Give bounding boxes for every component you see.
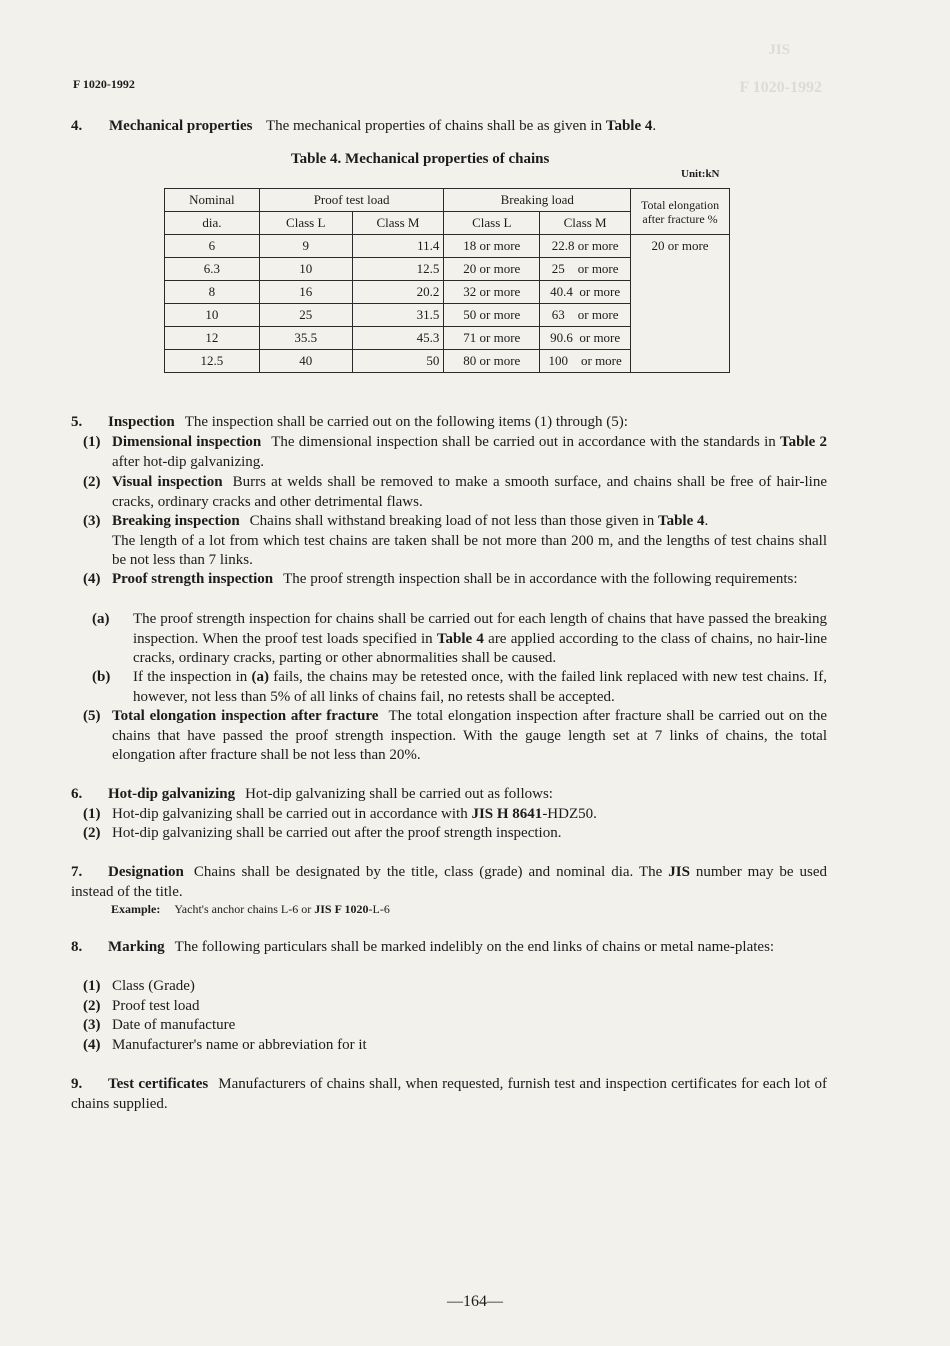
mechanical-properties-table xyxy=(164,188,730,373)
section-4: 4. Mechanical properties The mechanical properties of chains shall be as given in Table 4. xyxy=(71,118,657,134)
table-row: 12 35.5 45.3 71 or more 90.6 or more xyxy=(165,327,730,350)
marking-item: (2) Proof test load xyxy=(83,998,200,1014)
header-break-class-l: Class L xyxy=(444,212,540,235)
header-proof-class-m: Class M xyxy=(352,212,444,235)
table-row: 6.3 10 12.5 20 or more 25 or more xyxy=(165,258,730,281)
galvanizing-item-1: (1) Hot-dip galvanizing shall be carried out in accordance with JIS H 8641-HDZ50. xyxy=(83,806,597,822)
header-proof-class-l: Class L xyxy=(259,212,352,235)
galvanizing-item-2: (2) Hot-dip galvanizing shall be carried out after the proof strength inspection. xyxy=(83,825,562,841)
inspection-item-5: (5) Total elongation inspection after fracture The total elongation inspection after fracture shall be carried out on the chains that have passed the proof strength inspection. With the gauge length set at 7 links of chains, the total elongation after fracture shall be not less than 20%. xyxy=(83,708,827,764)
table-unit: Unit:kN xyxy=(681,168,720,180)
table-row: 12.5 40 50 80 or more 100 or more xyxy=(165,350,730,373)
section-8: 8. Marking The following particulars shall be marked indelibly on the end links of chains or metal name-plates: xyxy=(71,939,775,955)
ghost-doc-code: F 1020-1992 xyxy=(739,79,822,96)
header-dia: dia. xyxy=(165,212,260,235)
table-row: 10 25 31.5 50 or more 63 or more xyxy=(165,304,730,327)
inspection-item-1: (1) Dimensional inspection The dimensional inspection shall be carried out in accordance with the standards in Table 2 after hot-dip galvanizing. xyxy=(83,434,827,470)
inspection-item-3: (3) Breaking inspection Chains shall withstand breaking load of not less than those given in Table 4. The length of a lot from which test chains are taken shall be not more than 200 m, and the lengths of test chains shall be not less than 7 links. xyxy=(83,513,827,569)
table-caption: Table 4. Mechanical properties of chains xyxy=(291,151,550,167)
inspection-item-4b: (b) If the inspection in (a) fails, the chains may be retested once, with the failed link replaced with new test chains. If, however, not less than 5% of all links of chains fail, no retests shall be accepted. xyxy=(92,669,828,705)
table-row: 8 16 20.2 32 or more 40.4 or more xyxy=(165,281,730,304)
doc-code: F 1020-1992 xyxy=(73,77,135,91)
header-break-class-m: Class M xyxy=(540,212,631,235)
table-row: 6 9 11.4 18 or more 22.8 or more 20 or more xyxy=(165,235,730,258)
header-nominal: Nominal xyxy=(165,189,260,212)
section-7: 7. Designation Chains shall be designated by the title, class (grade) and nominal dia. The JIS number may be used instead of the title. xyxy=(71,864,828,900)
header-breaking-load: Breaking load xyxy=(444,189,631,212)
header-proof-load: Proof test load xyxy=(259,189,444,212)
marking-item: (1) Class (Grade) xyxy=(83,978,195,994)
page-number: —164— xyxy=(447,1293,503,1310)
inspection-item-4a: (a) The proof strength inspection for chains shall be carried out for each length of chains that have passed the breaking inspection. When the proof test loads specified in Table 4 are applied according to the class of chains, no hair-line cracks, ordinary cracks, parting or other abnormalities shall be caused. xyxy=(92,611,828,667)
header-total-elongation: Total elongation after fracture % xyxy=(631,189,730,235)
section-5: 5. Inspection The inspection shall be carried out on the following items (1) through (5): xyxy=(71,414,628,430)
inspection-item-2: (2) Visual inspection Burrs at welds shall be removed to make a smooth surface, and chains shall be free of hair-line cracks, ordinary cracks and other detrimental flaws. xyxy=(83,474,827,510)
total-elongation-value: 20 or more xyxy=(631,235,730,373)
section-6: 6. Hot-dip galvanizing Hot-dip galvanizing shall be carried out as follows: xyxy=(71,786,553,802)
marking-item: (3) Date of manufacture xyxy=(83,1017,236,1033)
ghost-jis: JIS xyxy=(768,42,790,58)
inspection-item-4: (4) Proof strength inspection The proof strength inspection shall be in accordance with the following requirements: xyxy=(83,571,798,587)
section-9: 9. Test certificates Manufacturers of chains shall, when requested, furnish test and inspection certificates for each lot of chains supplied. xyxy=(71,1076,827,1112)
marking-item: (4) Manufacturer's name or abbreviation for it xyxy=(83,1037,367,1053)
designation-example: Example: Yacht's anchor chains L-6 or JIS F 1020-L-6 xyxy=(111,902,390,916)
